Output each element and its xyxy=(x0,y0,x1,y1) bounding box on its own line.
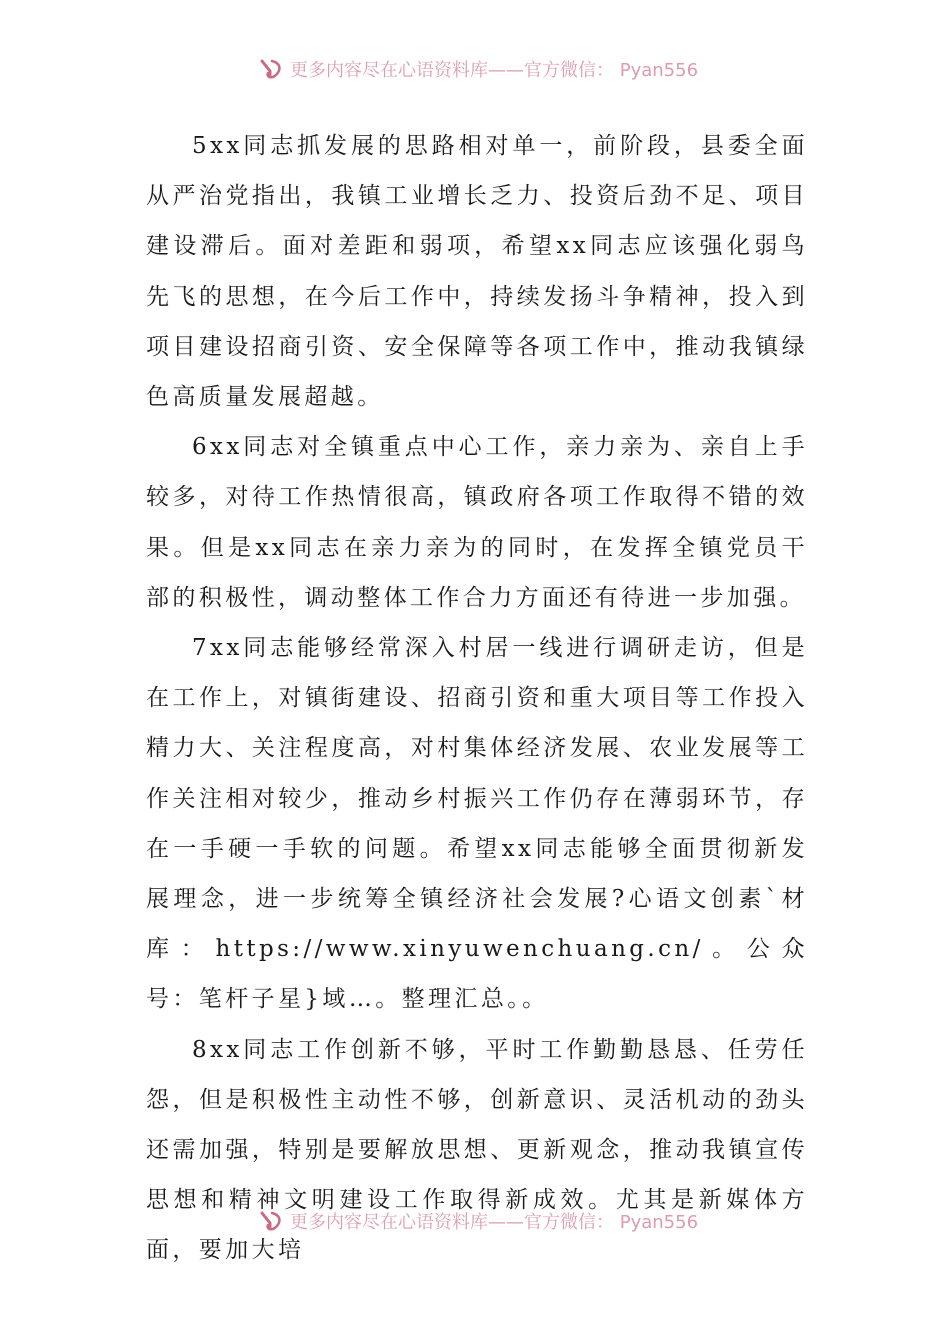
header-watermark xyxy=(258,56,778,82)
watermark-text: 更多内容尽在心语资料库——官方微信： Pyan556 xyxy=(290,1212,699,1233)
paragraph-7: 7xx同志能够经常深入村居一线进行调研走访，但是在工作上，对镇街建设、招商引资和重大项目等工作投入精力大、关注程度高，对村集体经济发展、农业发展等工作关注相对较少，推动乡村振兴工作仍存在薄弱环节，存在一手硬一手软的问题。希望xx同志能够全面贯彻新发展理念，进一步统筹全镇经济社会发展?心语文创素`材库：https://www.xinyuwenchuang.cn/。公众号：笔杆子星}域…。整理汇总。。 xyxy=(146,635,808,1013)
footer-watermark xyxy=(258,1208,778,1234)
paragraph-6: 6xx同志对全镇重点中心工作，亲力亲为、亲自上手较多，对待工作热情很高，镇政府各项工作取得不错的效果。但是xx同志在亲力亲为的同时，在发挥全镇党员干部的积极性，调动整体工作合力方面还有待进一步加强。 xyxy=(146,434,808,611)
document-body xyxy=(146,121,808,1276)
logo-icon xyxy=(258,57,286,81)
watermark-text: 更多内容尽在心语资料库——官方微信： Pyan556 xyxy=(290,60,699,81)
paragraph-8: 8xx同志工作创新不够，平时工作勤勤恳恳、任劳任怨，但是积极性主动性不够，创新意识、灵活机动的劲头还需加强，特别是要解放思想、更新观念，推动我镇宣传思想和精神文明建设工作取得新成效。尤其是新媒体方面，要加大培 xyxy=(146,1036,808,1264)
paragraph-5: 5xx同志抓发展的思路相对单一，前阶段，县委全面从严治党指出，我镇工业增长乏力、投资后劲不足、项目建设滞后。面对差距和弱项，希望xx同志应该强化弱鸟先飞的思想，在今后工作中，持续发扬斗争精神，投入到项目建设招商引资、安全保障等各项工作中，推动我镇绿色高质量发展超越。 xyxy=(146,133,808,411)
logo-icon xyxy=(258,1209,286,1233)
